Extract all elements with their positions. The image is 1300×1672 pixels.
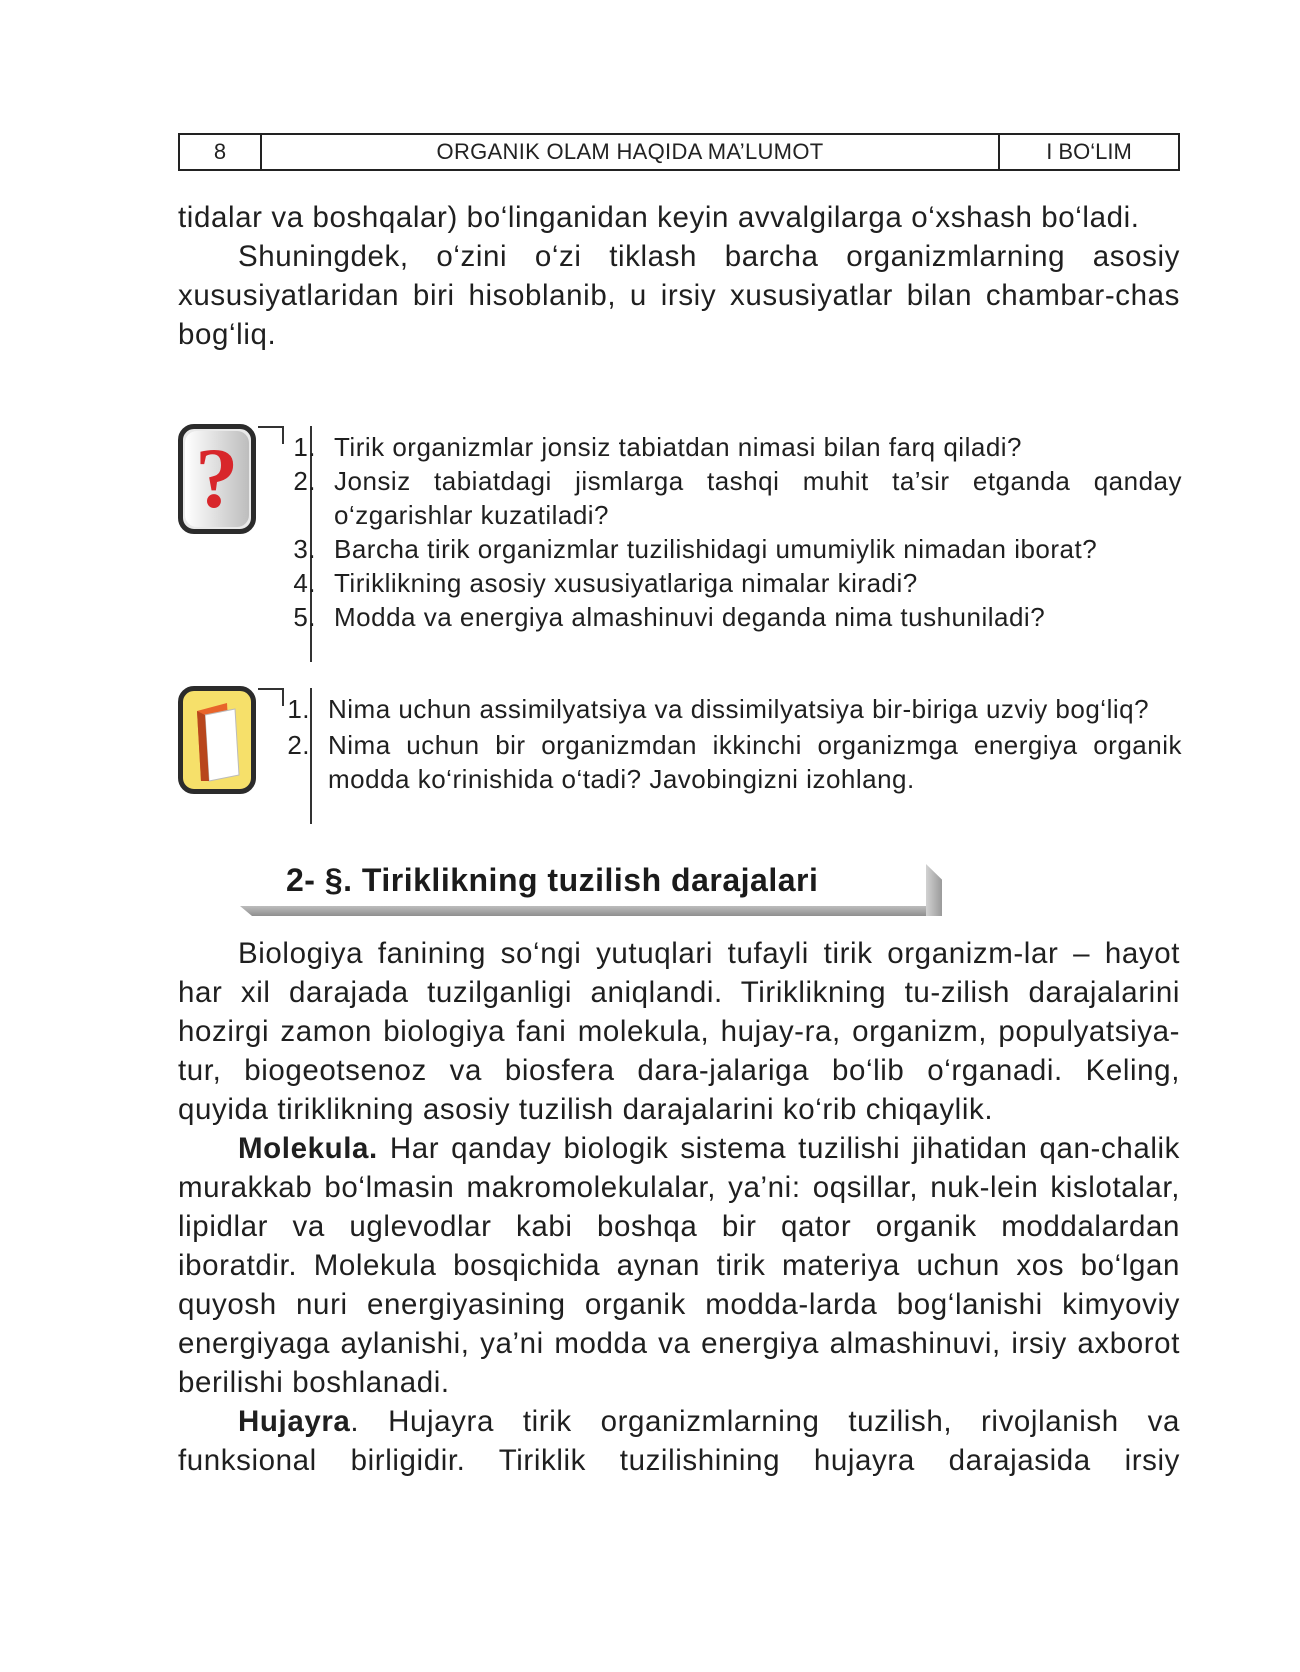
svg-text:?: ? <box>195 430 239 526</box>
body-paragraph-1-text: Biologiya fanining so‘ngi yutuqlari tufayli tirik organizm-lar – hayot har xil darajada tuzilganligi aniqlandi. Tiriklikning tu-zilish darajalarini hozirgi zamon biologiya fani molekula, hujay-ra, organizm, populyatsiya-tur, biogeotsenoz va biosfera dara-jalariga bo‘lib o‘rganadi. Keling, quyida tiriklikning asosiy tuzilish darajalarini ko‘rib chiqaylik. <box>178 937 1180 1126</box>
review-questions <box>178 422 1182 670</box>
task-item <box>264 690 1182 728</box>
book-icon <box>178 686 256 794</box>
task-number: 1. <box>287 694 310 724</box>
body-paragraph-2 <box>178 1129 1180 1402</box>
body-paragraph-3 <box>178 1402 1180 1480</box>
intro-paragraph-2: Shuningdek, o‘zini o‘zi tiklash barcha organizmlarning asosiy xususiyatlaridan biri hisoblanib, u irsiy xususiyatlar bilan chambar-chas bog‘liq. <box>178 240 1180 351</box>
question-item <box>270 464 1182 532</box>
heading-edge <box>926 864 942 916</box>
task-item <box>264 728 1182 796</box>
chapter-title: ORGANIK OLAM HAQIDA MA’LUMOT <box>262 135 1000 169</box>
body-paragraph-2-text: Har qanday biologik sistema tuzilishi jihatidan qan-chalik murakkab bo‘lmasin makromolekulalar, ya’ni: oqsillar, nuk-lein kislotalar, lipidlar va uglevodlar kabi boshqa bir qator organik moddalardan iboratdir. Molekula bosqichida aynan tirik materiya uchun xos bo‘lgan quyosh nuri energiyasining organik modda-larda bog‘lanishi kimyoviy energiyaga aylanishi, ya’ni modda va energiya almashinuvi, irsiy axborot berilishi boshlanadi. <box>178 1132 1180 1399</box>
task-text: Nima uchun bir organizmdan ikkinchi organizmga energiya organik modda ko‘rinishida o‘tadi? Javobingizni izohlang. <box>328 730 1182 794</box>
question-number: 1. <box>293 432 316 462</box>
intro-paragraph-1: tidalar va boshqalar) bo‘linganidan keyin avvalgilarga o‘xshash bo‘ladi. <box>178 201 1140 234</box>
question-text: Tirik organizmlar jonsiz tabiatdan nimasi bilan farq qiladi? <box>334 432 1023 462</box>
part-label: I BO‘LIM <box>1046 139 1132 164</box>
question-item <box>270 532 1182 566</box>
section-heading <box>240 858 940 914</box>
question-text: Jonsiz tabiatdagi jismlarga tashqi muhit ta’sir etganda qanday o‘zgarishlar kuzatiladi? <box>334 466 1182 530</box>
question-item <box>270 600 1182 634</box>
review-tasks <box>178 684 1182 824</box>
section-title: 2- §. Tiriklikning tuzilish darajalari <box>286 862 819 898</box>
task-number: 2. <box>287 730 310 760</box>
question-item <box>270 566 1182 600</box>
body-paragraph-3-text: . Hujayra tirik organizmlarning tuzilish, rivojlanish va funksional birligidir. Tiriklik tuzilishining hujayra darajasida irsiy <box>178 1405 1180 1477</box>
intro-text <box>178 198 1180 354</box>
question-text: Tiriklikning asosiy xususiyatlariga nimalar kiradi? <box>334 568 918 598</box>
task-text: Nima uchun assimilyatsiya va dissimilyatsiya bir-biriga uzviy bog‘liq? <box>328 694 1150 724</box>
question-number: 3. <box>293 534 316 564</box>
question-text: Modda va energiya almashinuvi deganda nima tushuniladi? <box>334 602 1046 632</box>
page-number: 8 <box>180 135 262 169</box>
term-molekula: Molekula. <box>238 1132 378 1165</box>
question-item <box>270 430 1182 464</box>
heading-underline <box>240 906 940 916</box>
question-mark-icon <box>178 424 256 534</box>
main-text <box>178 934 1180 1480</box>
body-paragraph-1 <box>178 934 1180 1129</box>
running-header <box>178 133 1180 171</box>
term-hujayra: Hujayra <box>238 1405 351 1438</box>
question-number: 2. <box>293 466 316 496</box>
question-number: 4. <box>293 568 316 598</box>
question-number: 5. <box>293 602 316 632</box>
question-text: Barcha tirik organizmlar tuzilishidagi umumiylik nimadan iborat? <box>334 534 1098 564</box>
